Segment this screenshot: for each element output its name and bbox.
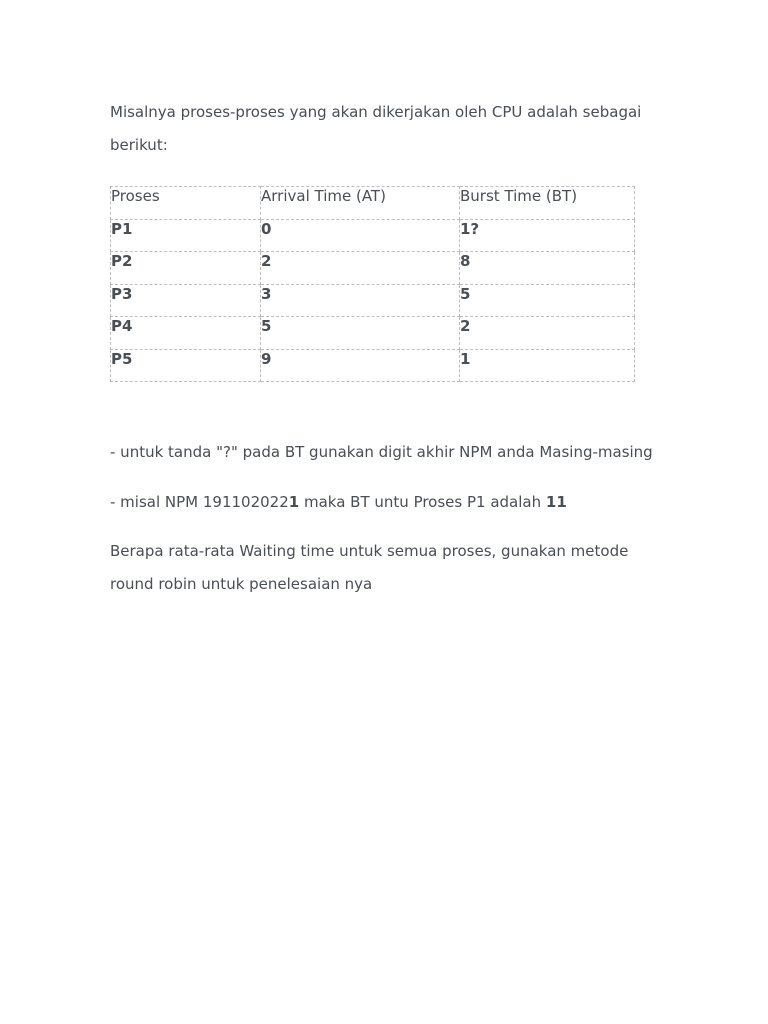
table-row — [111, 284, 635, 317]
cell-arrival-time: 3 — [261, 284, 460, 317]
header-proses: Proses — [111, 187, 261, 220]
cell-arrival-time: 9 — [261, 349, 460, 382]
table-row — [111, 317, 635, 350]
cell-burst-time: 2 — [460, 317, 635, 350]
cell-proses: P2 — [111, 252, 261, 285]
cell-burst-time: 5 — [460, 284, 635, 317]
cell-arrival-time: 0 — [261, 219, 460, 252]
cell-burst-time: 8 — [460, 252, 635, 285]
question-paragraph: Berapa rata-rata Waiting time untuk semua proses, gunakan metode round robin untuk penelesaian nya — [110, 542, 629, 593]
cell-proses: P4 — [111, 317, 261, 350]
note-npm-example — [110, 486, 670, 519]
notes-section — [110, 436, 670, 518]
process-table — [110, 186, 635, 382]
table-row — [111, 252, 635, 285]
note-npm-bt-value: 11 — [545, 492, 567, 511]
cell-proses: P3 — [111, 284, 261, 317]
table-row — [111, 219, 635, 252]
header-burst-time: Burst Time (BT) — [460, 187, 635, 220]
table-header-row — [111, 187, 635, 220]
cell-proses: P1 — [111, 219, 261, 252]
note-npm-middle: maka BT untu Proses P1 adalah — [299, 492, 546, 511]
cell-burst-time: 1 — [460, 349, 635, 382]
document-content — [110, 96, 670, 615]
note-question-mark: - untuk tanda "?" pada BT gunakan digit akhir NPM anda Masing-masing — [110, 443, 653, 461]
note-npm-prefix: - misal NPM 191102022 — [110, 492, 289, 511]
intro-paragraph: Misalnya proses-proses yang akan dikerjakan oleh CPU adalah sebagai berikut: — [110, 103, 642, 154]
cell-proses: P5 — [111, 349, 261, 382]
header-arrival-time: Arrival Time (AT) — [261, 187, 460, 220]
cell-arrival-time: 5 — [261, 317, 460, 350]
cell-arrival-time: 2 — [261, 252, 460, 285]
table-row — [111, 349, 635, 382]
cell-burst-time: 1? — [460, 219, 635, 252]
note-npm-last-digit: 1 — [288, 492, 300, 511]
